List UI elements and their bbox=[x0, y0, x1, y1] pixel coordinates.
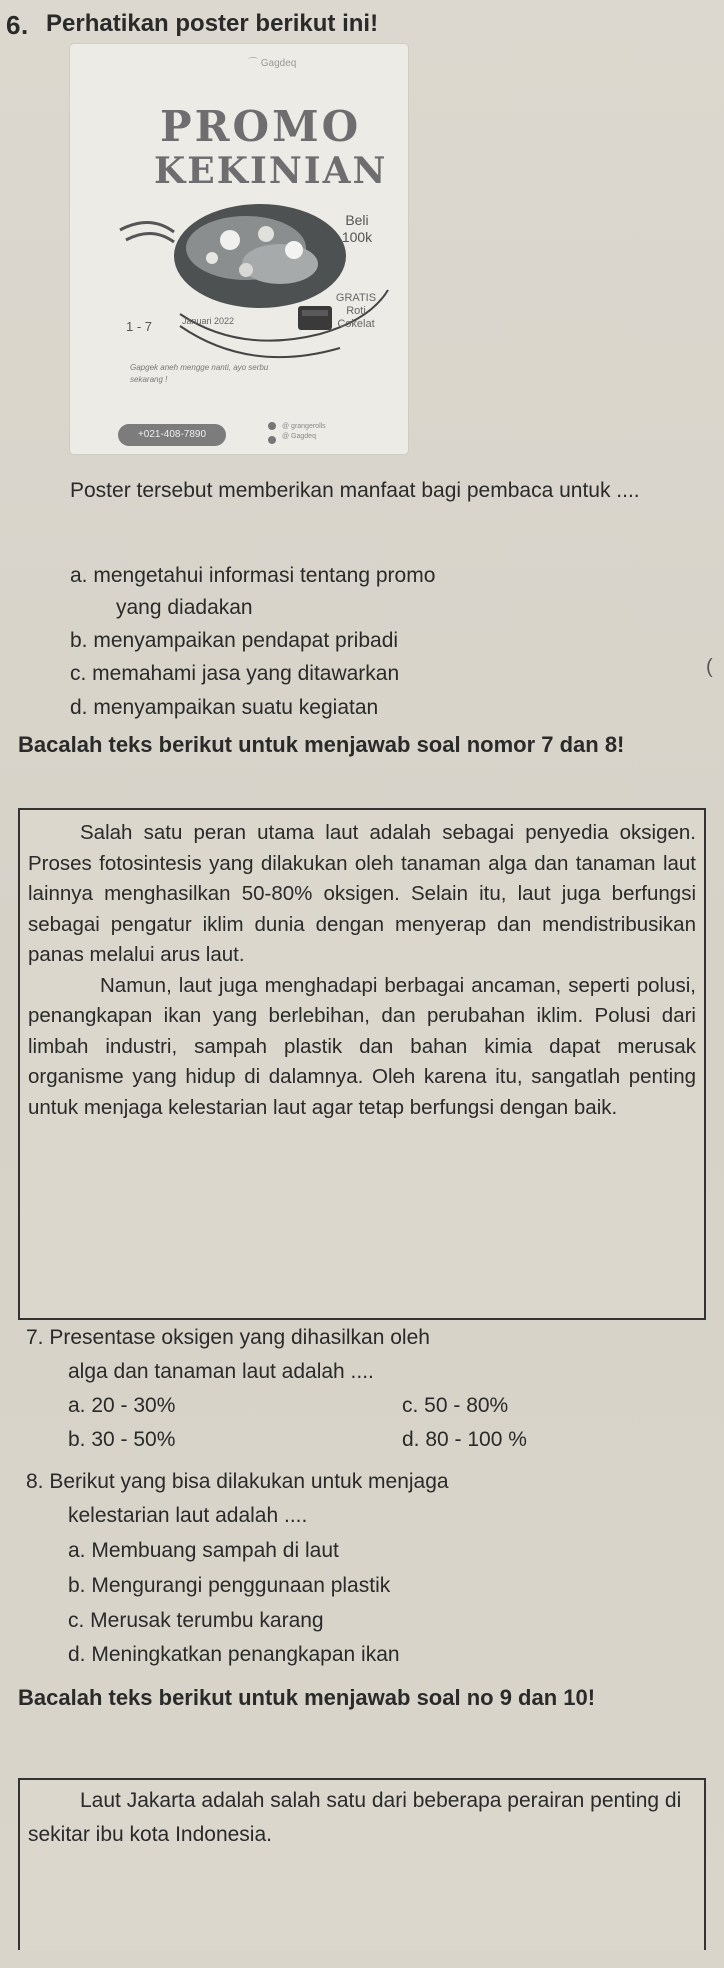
poster-title-promo: PROMO bbox=[160, 102, 362, 151]
option-b[interactable]: b. menyampaikan pendapat pribadi bbox=[70, 629, 399, 652]
q7-option-c[interactable]: c. 50 - 80% bbox=[402, 1394, 509, 1417]
poster-illustration bbox=[70, 44, 408, 454]
question-6-text: Poster tersebut memberikan manfaat bagi pembaca untuk .... bbox=[70, 479, 640, 502]
poster-gratis-text: GRATIS Roti Cokelat bbox=[335, 292, 377, 330]
poster-tagline: Gapgek aneh mengge nanti, ayo serbu sekarang ! bbox=[130, 363, 269, 384]
option-d[interactable]: d. menyampaikan suatu kegiatan bbox=[70, 696, 379, 719]
q8-option-d[interactable]: d. Meningkatkan penangkapan ikan bbox=[68, 1643, 400, 1666]
promo-poster bbox=[70, 44, 408, 454]
passage-paragraph-2: Namun, laut juga menghadapi berbagai ancaman, seperti polusi, penangkapan ikan yang berlebihan, dan perubahan iklim. Polusi dari limbah industri, sampah plastik dan bahan kimia dapat merusak organisme yang hidup di dalamnya. Oleh karena itu, sangatlah penting untuk menjaga kelestarian laut agar tetap berfungsi dengan baik. bbox=[28, 973, 696, 1119]
option-a[interactable]: a. mengetahui informasi tentang promo bbox=[70, 564, 436, 587]
passage-paragraph-1: Salah satu peran utama laut adalah sebagai penyedia oksigen. Proses fotosintesis yang dilakukan oleh tanaman alga dan tanaman laut lainnya menghasilkan 50-80% oksigen. Selain itu, laut juga berfungsi sebagai pengatur iklim dunia dengan menyerap dan mendistribusikan panas melalui arus laut. bbox=[28, 821, 696, 966]
poster-title-kekinian: KEKINIAN bbox=[154, 150, 388, 192]
question-8-continued: kelestarian laut adalah .... bbox=[68, 1504, 308, 1527]
option-a-continued: yang diadakan bbox=[116, 596, 253, 619]
poster-brand: ⌒ Gagdeq bbox=[248, 58, 297, 69]
passage-box-2 bbox=[18, 1778, 706, 1950]
section-heading-7-8: Bacalah teks berikut untuk menjawab soal nomor 7 dan 8! bbox=[18, 732, 625, 757]
poster-dates-month: Januari 2022 bbox=[182, 316, 235, 326]
q8-option-a[interactable]: a. Membuang sampah di laut bbox=[68, 1539, 339, 1562]
question-7-continued: alga dan tanaman laut adalah .... bbox=[68, 1360, 374, 1383]
question-heading: Perhatikan poster berikut ini! bbox=[46, 10, 379, 37]
q7-option-a[interactable]: a. 20 - 30% bbox=[68, 1394, 176, 1417]
q8-option-c[interactable]: c. Merusak terumbu karang bbox=[68, 1609, 324, 1632]
margin-mark: ( bbox=[706, 656, 713, 678]
question-7: 7. Presentase oksigen yang dihasilkan oleh bbox=[26, 1326, 430, 1349]
passage-2-text: Laut Jakarta adalah salah satu dari beberapa perairan penting di sekitar ibu kota Indonesia. bbox=[28, 1789, 682, 1846]
poster-dates: 1 - 7 bbox=[126, 319, 153, 334]
section-heading-9-10: Bacalah teks berikut untuk menjawab soal no 9 dan 10! bbox=[18, 1685, 596, 1710]
poster-buy-text: Beli 100k bbox=[341, 212, 373, 245]
question-8: 8. Berikut yang bisa dilakukan untuk menjaga bbox=[26, 1470, 449, 1493]
option-c[interactable]: c. memahami jasa yang ditawarkan bbox=[70, 662, 400, 685]
poster-social: @ grangerolls @ Gagdeq bbox=[282, 423, 326, 440]
poster-phone: +021-408-7890 bbox=[118, 424, 226, 446]
q7-option-b[interactable]: b. 30 - 50% bbox=[68, 1428, 176, 1451]
passage-box-1 bbox=[18, 808, 706, 1320]
q7-option-d[interactable]: d. 80 - 100 % bbox=[402, 1428, 527, 1451]
question-number: 6. bbox=[6, 10, 29, 40]
q8-option-b[interactable]: b. Mengurangi penggunaan plastik bbox=[68, 1574, 391, 1597]
